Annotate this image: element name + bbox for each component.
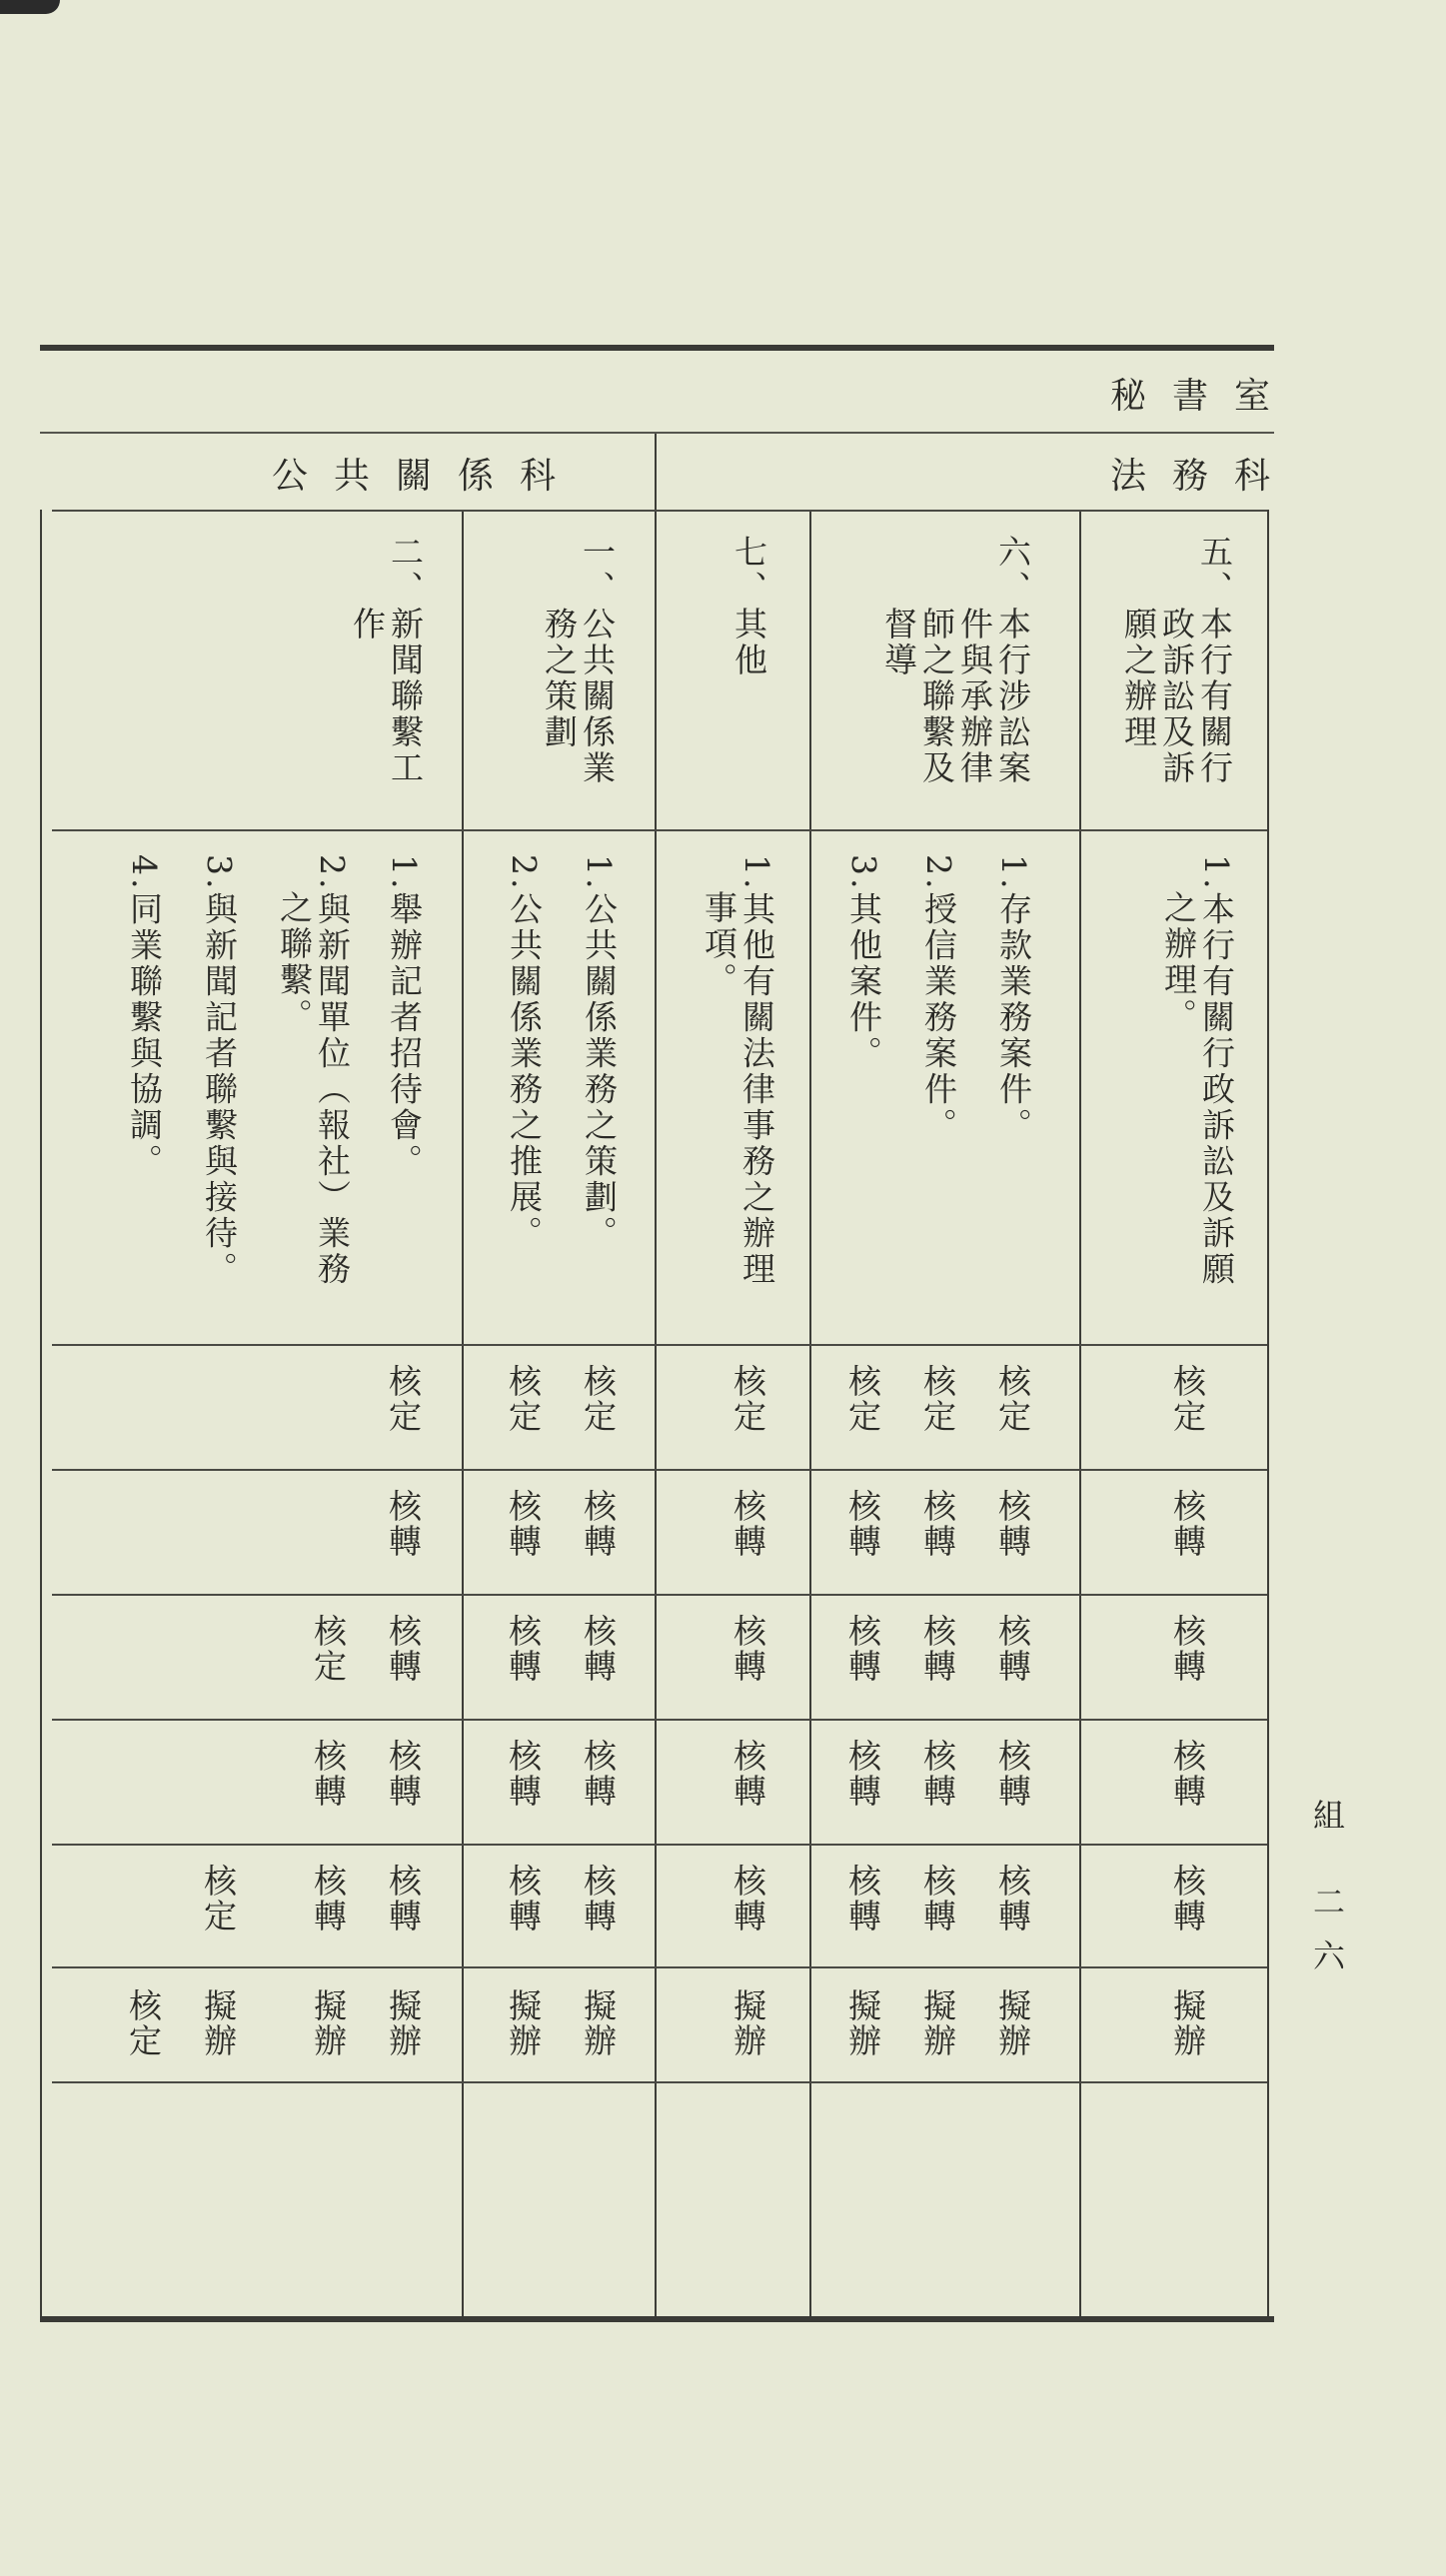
authority-cell: 核定	[728, 1364, 767, 1434]
authority-cell: 核轉	[1168, 1864, 1207, 1933]
subitem-6-2: 2.授信業務案件。	[919, 854, 958, 1144]
authority-cell: 核定	[124, 1988, 163, 2058]
section-divider	[655, 434, 657, 2318]
authority-cell: 核轉	[504, 1739, 543, 1809]
authority-cell: 核轉	[728, 1614, 767, 1684]
subitem-2-3: 3.與新聞記者聯繫與接待。	[200, 854, 239, 1288]
bottom-thick-rule	[40, 2316, 1274, 2322]
authority-cell: 核轉	[993, 1489, 1032, 1559]
authority-cell: 核轉	[728, 1739, 767, 1809]
authority-cell: 核轉	[579, 1489, 618, 1559]
page-marker: 組 二六	[1308, 1799, 1346, 1993]
authority-row-line	[52, 1844, 1267, 1846]
authority-cell: 核轉	[843, 1614, 882, 1684]
authority-cell: 擬辦	[579, 1988, 618, 2058]
table-left-border	[40, 510, 42, 2318]
subitem-row-bottom	[52, 1344, 1267, 1346]
authority-cell: 核轉	[579, 1864, 618, 1933]
authority-cell: 核轉	[579, 1614, 618, 1684]
authority-cell: 核轉	[918, 1864, 957, 1933]
top-thick-rule	[40, 345, 1274, 351]
authority-cell: 擬辦	[918, 1988, 957, 2058]
column-divider	[809, 510, 811, 2318]
authority-cell: 核定	[309, 1614, 348, 1684]
authority-cell: 擬辦	[384, 1988, 423, 2058]
authority-cell: 核轉	[843, 1864, 882, 1933]
authority-cell: 核定	[843, 1364, 882, 1434]
column-divider	[1079, 510, 1081, 2318]
authority-cell: 核轉	[993, 1864, 1032, 1933]
subitem-1-1: 1.公共關係業務之策劃。	[580, 854, 619, 1252]
authority-cell: 擬辦	[504, 1988, 543, 2058]
authority-cell: 核轉	[384, 1614, 423, 1684]
authority-cell: 核轉	[993, 1739, 1032, 1809]
authority-cell: 核定	[504, 1364, 543, 1434]
office-title-rule	[40, 432, 1274, 434]
authority-cell: 核定	[199, 1864, 238, 1933]
scan-corner-shadow	[0, 0, 60, 14]
heading-row-bottom	[52, 829, 1267, 831]
authority-cell: 核轉	[309, 1864, 348, 1933]
table-right-border	[1267, 510, 1269, 2318]
authority-cell: 核定	[993, 1364, 1032, 1434]
subitem-6-3: 3.其他案件。	[844, 854, 883, 1072]
authority-cell: 擬辦	[1168, 1988, 1207, 2058]
subitem-2-4: 4.同業聯繫與協調。	[125, 854, 164, 1180]
authority-cell: 核轉	[309, 1739, 348, 1809]
authority-cell: 核轉	[1168, 1739, 1207, 1809]
authority-cell: 擬辦	[309, 1988, 348, 2058]
authority-cell: 核轉	[504, 1614, 543, 1684]
authority-cell: 核轉	[579, 1739, 618, 1809]
authority-cell: 擬辦	[199, 1988, 238, 2058]
authority-cell: 核轉	[384, 1864, 423, 1933]
authority-cell: 核定	[1168, 1364, 1207, 1434]
authority-cell: 核定	[579, 1364, 618, 1434]
authority-cell: 核轉	[384, 1489, 423, 1559]
header-row-top	[52, 510, 1267, 512]
authority-cell: 核轉	[843, 1739, 882, 1809]
authority-row-line	[52, 1594, 1267, 1596]
subitem-6-1: 1.存款業務案件。	[994, 854, 1033, 1144]
authority-cell: 擬辦	[728, 1988, 767, 2058]
authority-cell: 核轉	[918, 1614, 957, 1684]
section-title-public-relations: 公共關係科	[272, 456, 583, 497]
authority-cell: 核轉	[993, 1614, 1032, 1684]
authority-cell: 核轉	[918, 1489, 957, 1559]
item-heading-2: 二、新聞聯繫工 作	[348, 535, 425, 786]
authority-cell: 核轉	[728, 1864, 767, 1933]
authority-cell: 核轉	[504, 1489, 543, 1559]
authority-cell: 核轉	[728, 1489, 767, 1559]
column-divider	[462, 510, 464, 2318]
authority-cell: 擬辦	[843, 1988, 882, 2058]
section-title-legal: 法務科	[1109, 456, 1296, 497]
item-heading-6: 六、本行涉訟案 件與承辦律 師之聯繫及 督導	[879, 535, 1032, 786]
authority-row-line	[52, 2081, 1267, 2083]
item-heading-5: 五、本行有關行 政訴訟及訴 願之辦理	[1119, 535, 1234, 786]
authority-cell: 核轉	[1168, 1614, 1207, 1684]
authority-row-line	[52, 1966, 1267, 1968]
authority-cell: 核定	[918, 1364, 957, 1434]
item-heading-1: 一、公共關係業 務之策劃	[540, 535, 617, 786]
subitem-1-2: 2.公共關係業務之推展。	[505, 854, 544, 1252]
subitem-2-2: 2.與新聞單位（報社）業務 之聯繫。	[275, 854, 352, 1288]
subitem-7-1: 1.其他有關法律事務之辦理 事項。	[700, 854, 776, 1288]
authority-cell: 核轉	[918, 1739, 957, 1809]
authority-row-line	[52, 1469, 1267, 1471]
authority-cell: 核轉	[384, 1739, 423, 1809]
subitem-2-1: 1.舉辦記者招待會。	[385, 854, 424, 1180]
authority-cell: 核定	[384, 1364, 423, 1434]
office-title: 秘書室	[1109, 376, 1296, 417]
authority-cell: 核轉	[843, 1489, 882, 1559]
authority-cell: 擬辦	[993, 1988, 1032, 2058]
item-heading-7: 七、其他	[729, 535, 768, 678]
authority-cell: 核轉	[1168, 1489, 1207, 1559]
authority-row-line	[52, 1719, 1267, 1721]
subitem-5-1: 1.本行有關行政訴訟及訴願 之辦理。	[1159, 854, 1236, 1288]
authority-cell: 核轉	[504, 1864, 543, 1933]
